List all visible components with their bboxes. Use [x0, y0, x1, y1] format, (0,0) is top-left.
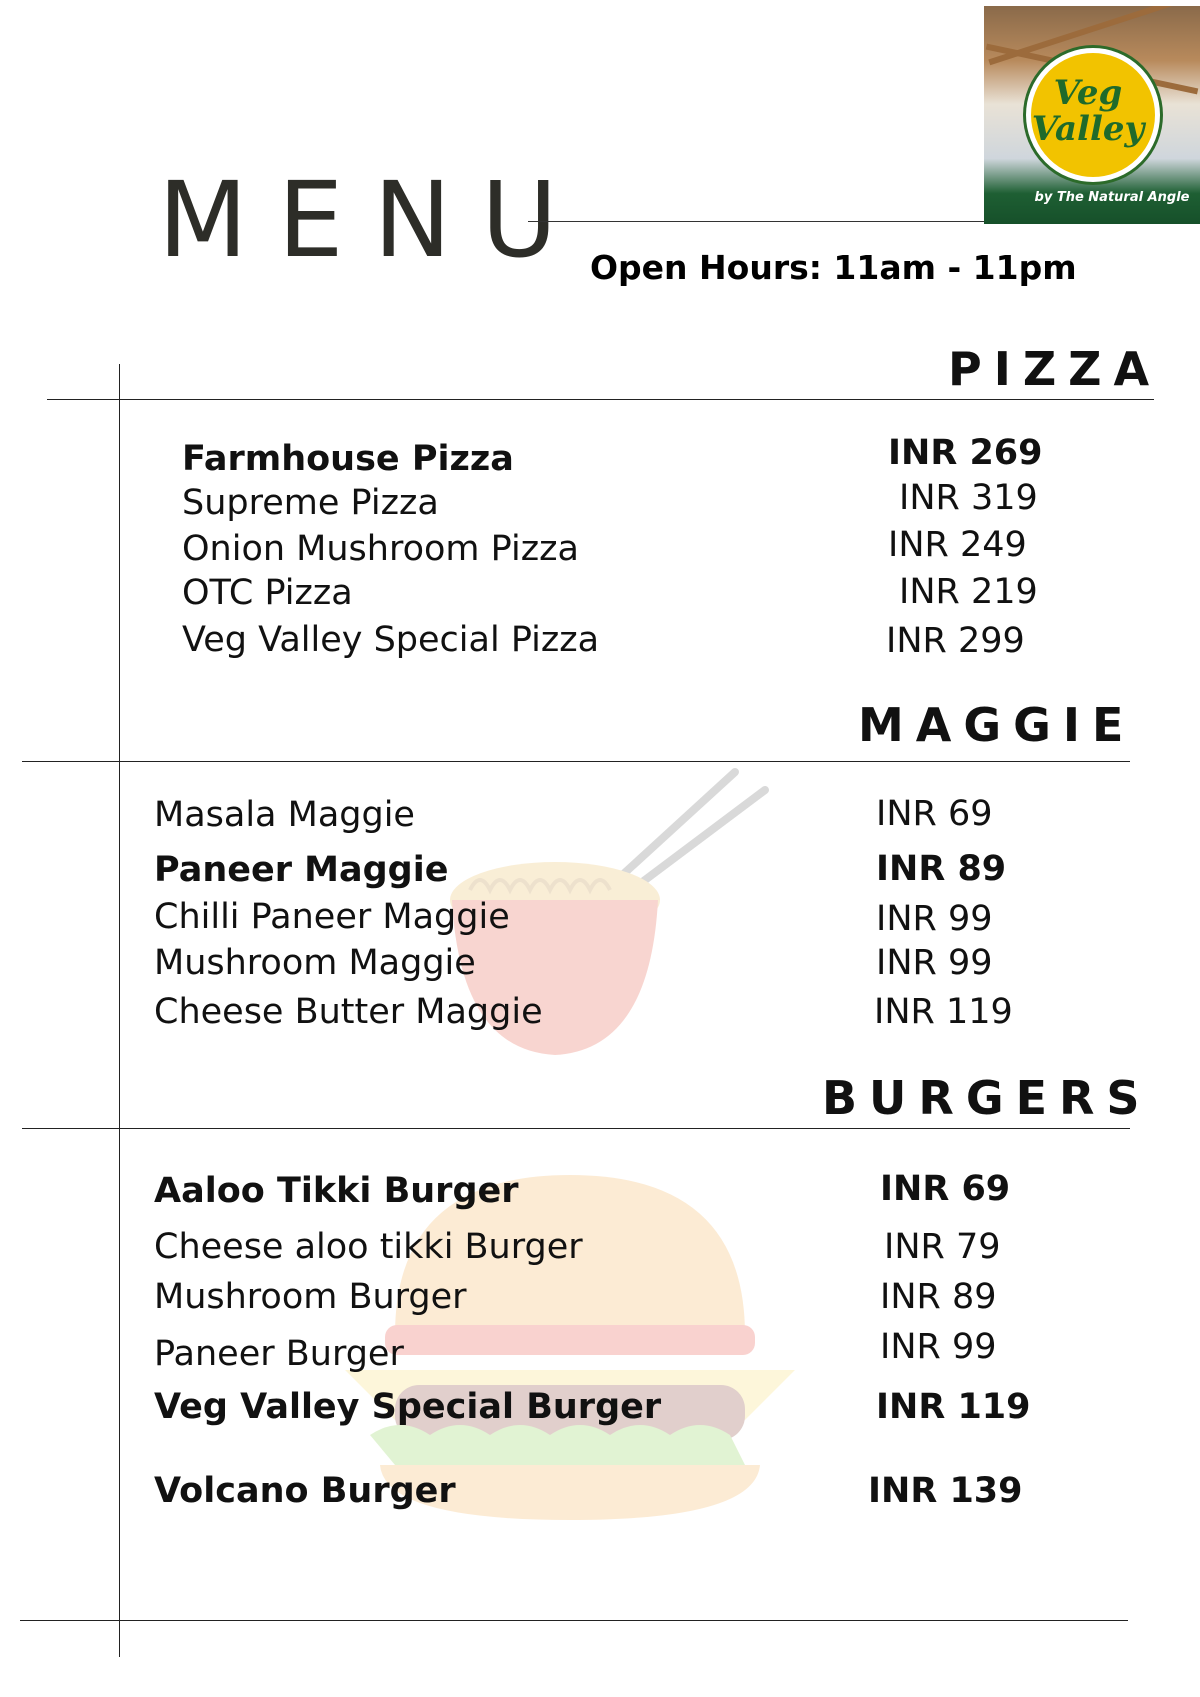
page-title: MENU — [158, 159, 588, 281]
section-title-burgers: BURGERS — [822, 1071, 1152, 1125]
pizza-divider — [47, 399, 1154, 400]
menu-price: INR 69 — [880, 1169, 1011, 1209]
menu-item: Paneer Maggie — [154, 850, 449, 890]
menu-item: Volcano Burger — [154, 1471, 456, 1511]
menu-item: Mushroom Maggie — [154, 943, 476, 983]
menu-item: Veg Valley Special Pizza — [182, 620, 600, 660]
menu-item: Mushroom Burger — [154, 1277, 467, 1317]
menu-price: INR 299 — [886, 621, 1025, 661]
menu-price: INR 79 — [884, 1227, 1001, 1267]
menu-price: INR 219 — [899, 572, 1038, 612]
menu-item: Farmhouse Pizza — [182, 439, 514, 479]
logo-text-valley: Valley — [1031, 109, 1145, 149]
menu-item: Aaloo Tikki Burger — [154, 1171, 519, 1211]
menu-price: INR 319 — [899, 478, 1038, 518]
menu-item: Veg Valley Special Burger — [154, 1387, 662, 1427]
footer-divider — [20, 1620, 1128, 1621]
section-title-maggie: MAGGIE — [858, 698, 1136, 752]
menu-price: INR 119 — [876, 1387, 1031, 1427]
menu-price: INR 99 — [876, 899, 993, 939]
menu-price: INR 69 — [876, 794, 993, 834]
menu-price: INR 249 — [888, 525, 1027, 565]
burgers-divider — [22, 1128, 1130, 1129]
menu-item: Paneer Burger — [154, 1334, 404, 1374]
menu-item: Masala Maggie — [154, 795, 415, 835]
logo — [984, 6, 1200, 224]
vertical-divider — [119, 364, 120, 1657]
menu-item: Cheese aloo tikki Burger — [154, 1227, 583, 1267]
menu-price: INR 139 — [868, 1471, 1023, 1511]
logo-text-veg: Veg — [1053, 73, 1123, 113]
menu-price: INR 119 — [874, 992, 1013, 1032]
logo-tagline: by The Natural Angle — [1034, 190, 1190, 205]
menu-price: INR 99 — [880, 1327, 997, 1367]
open-hours: Open Hours: 11am - 11pm — [590, 248, 1077, 287]
title-divider — [528, 221, 988, 222]
menu-price: INR 89 — [880, 1277, 997, 1317]
section-title-pizza: PIZZA — [948, 342, 1162, 396]
menu-item: OTC Pizza — [182, 573, 353, 613]
menu-item: Supreme Pizza — [182, 483, 439, 523]
menu-item: Chilli Paneer Maggie — [154, 897, 510, 937]
menu-item: Onion Mushroom Pizza — [182, 529, 579, 569]
menu-item: Cheese Butter Maggie — [154, 992, 543, 1032]
menu-price: INR 269 — [888, 433, 1043, 473]
menu-price: INR 99 — [876, 943, 993, 983]
maggie-divider — [22, 761, 1130, 762]
menu-price: INR 89 — [876, 849, 1007, 889]
